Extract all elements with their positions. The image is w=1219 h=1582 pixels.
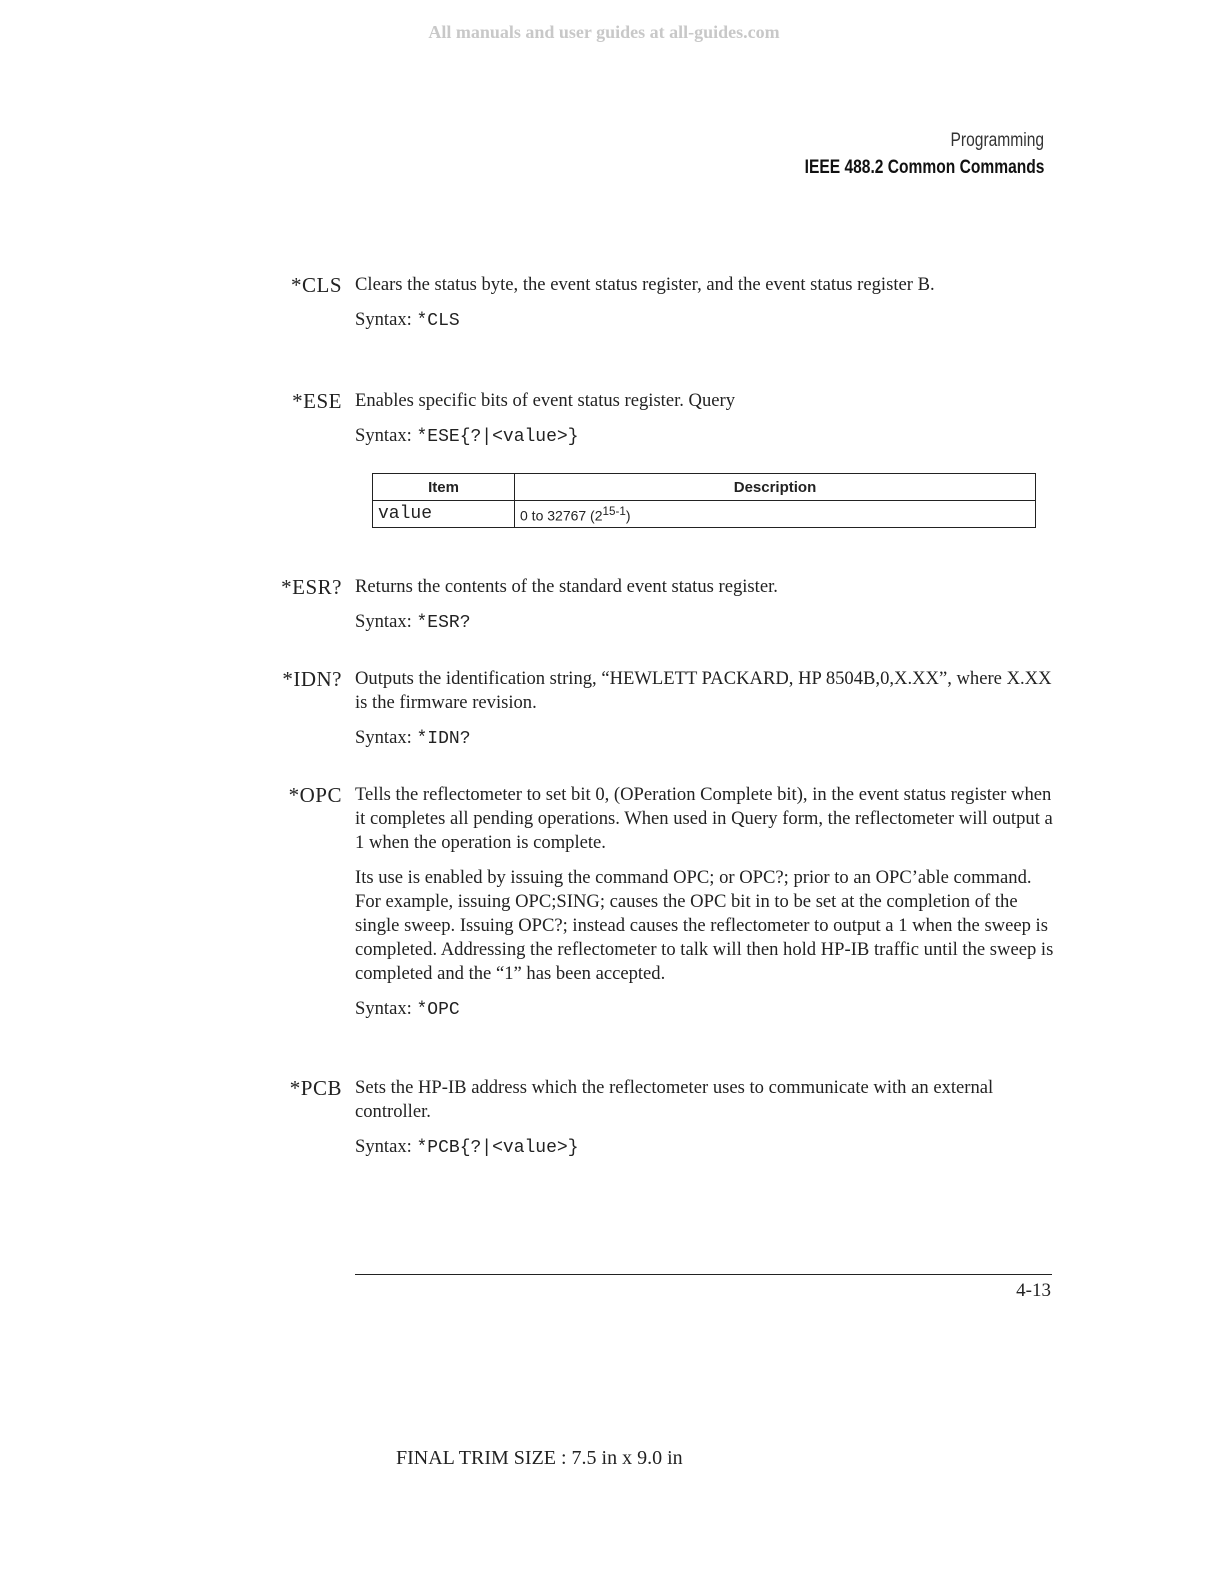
command-term: *PCB	[289, 1076, 342, 1100]
syntax-line	[355, 610, 1060, 635]
syntax-label: Syntax:	[355, 727, 412, 748]
description: Tells the reflectometer to set bit 0, (OPeration Complete bit), in the event status register when it completes all pending operations. When used in Query form, the reflectometer will output a 1 when the operation is complete.	[355, 784, 1053, 853]
trim-size-note: FINAL TRIM SIZE : 7.5 in x 9.0 in	[396, 1447, 683, 1469]
description: Enables specific bits of event status register. Query	[355, 390, 736, 411]
syntax: *ESR?	[416, 613, 471, 633]
parameter-table	[372, 473, 1036, 528]
cell-item: value	[373, 501, 515, 528]
syntax-line	[355, 726, 1060, 751]
syntax: *ESE{?|<value>}	[416, 427, 579, 447]
description: Sets the HP-IB address which the reflectometer uses to communicate with an external controller.	[355, 1077, 994, 1122]
description: Returns the contents of the standard event status register.	[355, 576, 778, 597]
description-usage: Its use is enabled by issuing the command OPC; or OPC?; prior to an OPC’able command. For example, issuing OPC;SING; causes the OPC bit in to be set at the completion of the single sweep. Issuing OPC?; instead causes the reflectometer to output a 1 when the sweep is completed. Addressing the reflectometer to talk will then hold HP-IB traffic until the sweep is completed and the “1” has been accepted.	[355, 867, 1054, 984]
header-title: IEEE 488.2 Common Commands	[804, 157, 1044, 178]
header-item: Item	[373, 474, 515, 501]
syntax-label: Syntax:	[355, 611, 412, 632]
desc-close: )	[625, 507, 631, 524]
header-description: Description	[515, 474, 1036, 501]
command-term: *OPC	[288, 783, 342, 807]
syntax-label: Syntax:	[355, 1136, 412, 1157]
syntax-line	[355, 424, 1060, 449]
cell-description	[515, 501, 1036, 528]
syntax: *OPC	[416, 1000, 460, 1020]
command-term: *CLS	[290, 273, 342, 297]
watermark: All manuals and user guides at all-guides.com	[428, 22, 780, 42]
desc-sup: 15-1	[602, 504, 626, 518]
desc-text: 0 to 32767 (2	[520, 507, 603, 524]
syntax-line	[355, 997, 1060, 1022]
syntax: *IDN?	[416, 729, 471, 749]
syntax: *PCB{?|<value>}	[416, 1138, 579, 1158]
command-term: *ESR?	[281, 575, 342, 599]
table-row	[373, 501, 1036, 528]
syntax-label: Syntax:	[355, 425, 412, 446]
syntax: *CLS	[416, 311, 460, 331]
description: Outputs the identification string, “HEWLETT PACKARD, HP 8504B,0,X.XX”, where X.XX is the firmware revision.	[355, 668, 1052, 713]
syntax-line	[355, 308, 1060, 333]
description: Clears the status byte, the event status register, and the event status register B.	[355, 274, 935, 295]
command-term: *ESE	[292, 389, 342, 413]
header-section: Programming	[950, 130, 1044, 151]
page-number: 4-13	[1016, 1280, 1051, 1301]
syntax-label: Syntax:	[355, 309, 412, 330]
syntax-line	[355, 1135, 1060, 1160]
syntax-label: Syntax:	[355, 998, 412, 1019]
footer-rule	[355, 1274, 1052, 1275]
command-term: *IDN?	[282, 667, 342, 691]
